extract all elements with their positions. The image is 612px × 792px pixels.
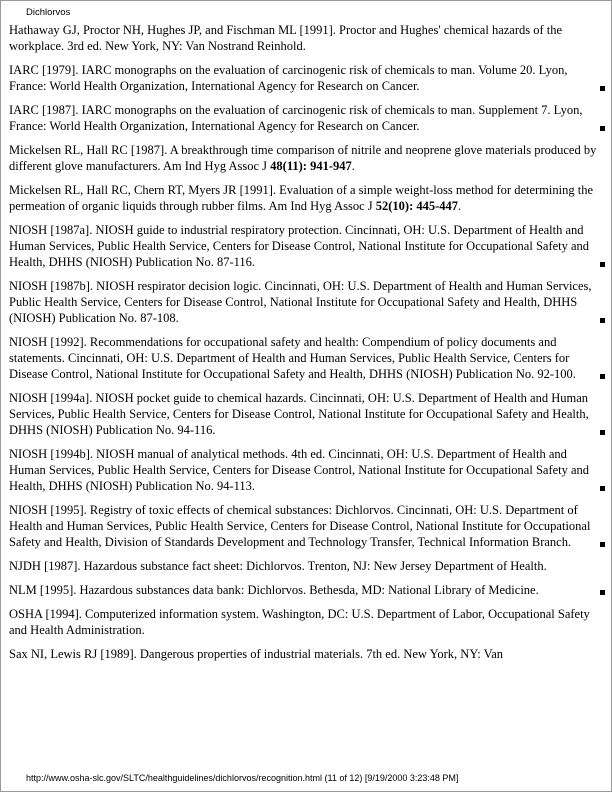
- page-footer-url: http://www.osha-slc.gov/SLTC/healthguidelines/dichlorvos/recognition.html (11 of 12) [9/19/2000 3:23:48 PM]: [26, 773, 459, 783]
- references-list: [9, 22, 601, 670]
- anchor-square-icon: [600, 126, 605, 131]
- reference-item: [9, 62, 601, 94]
- reference-text: NIOSH [1992]. Recommendations for occupational safety and health: Compendium of policy documents and statements. Cincinnati, OH: U.S. Department of Health and Human Services, Public Health Service, Centers for Disease Control, National Institute for Occupational Safety and Health, DHHS (NIOSH) Publication No. 92-100.: [9, 335, 576, 381]
- reference-text: NIOSH [1994b]. NIOSH manual of analytical methods. 4th ed. Cincinnati, OH: U.S. Department of Health and Human Services, Public Health Service, Centers for Disease Control, National Institute for Occupational Safety and Health, DHHS (NIOSH) Publication No. 94-113.: [9, 447, 590, 493]
- anchor-square-icon: [600, 262, 605, 267]
- reference-item: [9, 606, 601, 638]
- reference-item: [9, 222, 601, 270]
- reference-text: NIOSH [1987b]. NIOSH respirator decision logic. Cincinnati, OH: U.S. Department of Health and Human Services, Public Health Service, Centers for Disease Control, National Institute for Occupational Safety and Health, DHHS (NIOSH) Publication No. 87-108.: [9, 279, 592, 325]
- anchor-square-icon: [600, 430, 605, 435]
- reference-item: [9, 558, 601, 574]
- reference-text: NIOSH [1987a]. NIOSH guide to industrial respiratory protection. Cincinnati, OH: U.S. Department of Health and Human Services, Public Health Service, Centers for Disease Control, National Institute for Occupational Safety and Health, DHHS (NIOSH) Publication No. 87-116.: [9, 223, 590, 269]
- anchor-square-icon: [600, 590, 605, 595]
- reference-text: IARC [1987]. IARC monographs on the evaluation of carcinogenic risk of chemicals to man. Supplement 7. Lyon, France: World Health Organization, International Agency for Research on Cancer.: [9, 103, 583, 133]
- reference-citation-bold: 48(11): 941-947: [270, 159, 352, 173]
- reference-text: .: [458, 199, 462, 213]
- reference-text: .: [351, 159, 355, 173]
- anchor-square-icon: [600, 542, 605, 547]
- reference-text: Hathaway GJ, Proctor NH, Hughes JP, and Fischman ML [1991]. Proctor and Hughes' chemical hazards of the workplace. 3rd ed. New York, NY: Van Nostrand Reinhold.: [9, 23, 563, 53]
- reference-item: [9, 182, 601, 214]
- reference-text: NIOSH [1994a]. NIOSH pocket guide to chemical hazards. Cincinnati, OH: U.S. Department of Health and Human Services, Public Health Service, Centers for Disease Control, National Institute for Occupational Safety and Health, DHHS (NIOSH) Publication No. 94-116.: [9, 391, 589, 437]
- reference-item: [9, 22, 601, 54]
- reference-text: Sax NI, Lewis RJ [1989]. Dangerous properties of industrial materials. 7th ed. New York, NY: Van: [9, 647, 504, 661]
- reference-text: Mickelsen RL, Hall RC, Chern RT, Myers JR [1991]. Evaluation of a simple weight-loss method for determining the permeation of organic liquids through rubber films. Am Ind Hyg Assoc J: [9, 183, 593, 213]
- anchor-square-icon: [600, 486, 605, 491]
- reference-text: IARC [1979]. IARC monographs on the evaluation of carcinogenic risk of chemicals to man. Volume 20. Lyon, France: World Health Organization, International Agency for Research on Cancer.: [9, 63, 568, 93]
- reference-text: NJDH [1987]. Hazardous substance fact sheet: Dichlorvos. Trenton, NJ: New Jersey Department of Health.: [9, 559, 547, 573]
- reference-item: [9, 334, 601, 382]
- reference-item: [9, 390, 601, 438]
- reference-text: NLM [1995]. Hazardous substances data bank: Dichlorvos. Bethesda, MD: National Library of Medicine.: [9, 583, 539, 597]
- reference-item: [9, 278, 601, 326]
- reference-text: Mickelsen RL, Hall RC [1987]. A breakthrough time comparison of nitrile and neoprene glove materials produced by different glove manufacturers. Am Ind Hyg Assoc J: [9, 143, 597, 173]
- reference-item: [9, 646, 601, 662]
- reference-item: [9, 582, 601, 598]
- reference-item: [9, 102, 601, 134]
- anchor-square-icon: [600, 374, 605, 379]
- reference-text: OSHA [1994]. Computerized information system. Washington, DC: U.S. Department of Labor, Occupational Safety and Health Administration.: [9, 607, 590, 637]
- anchor-square-icon: [600, 86, 605, 91]
- anchor-square-icon: [600, 318, 605, 323]
- reference-item: [9, 142, 601, 174]
- reference-item: [9, 446, 601, 494]
- reference-item: [9, 502, 601, 550]
- page-header-title: Dichlorvos: [26, 7, 71, 18]
- reference-citation-bold: 52(10): 445-447: [375, 199, 459, 213]
- reference-text: NIOSH [1995]. Registry of toxic effects of chemical substances: Dichlorvos. Cincinnati, OH: U.S. Department of Health and Human Services, Public Health Service, Centers for Disease Control, National Institute for Occupational Safety and Health, Division of Standards Development and Technology Transfer, Technical Information Branch.: [9, 503, 591, 549]
